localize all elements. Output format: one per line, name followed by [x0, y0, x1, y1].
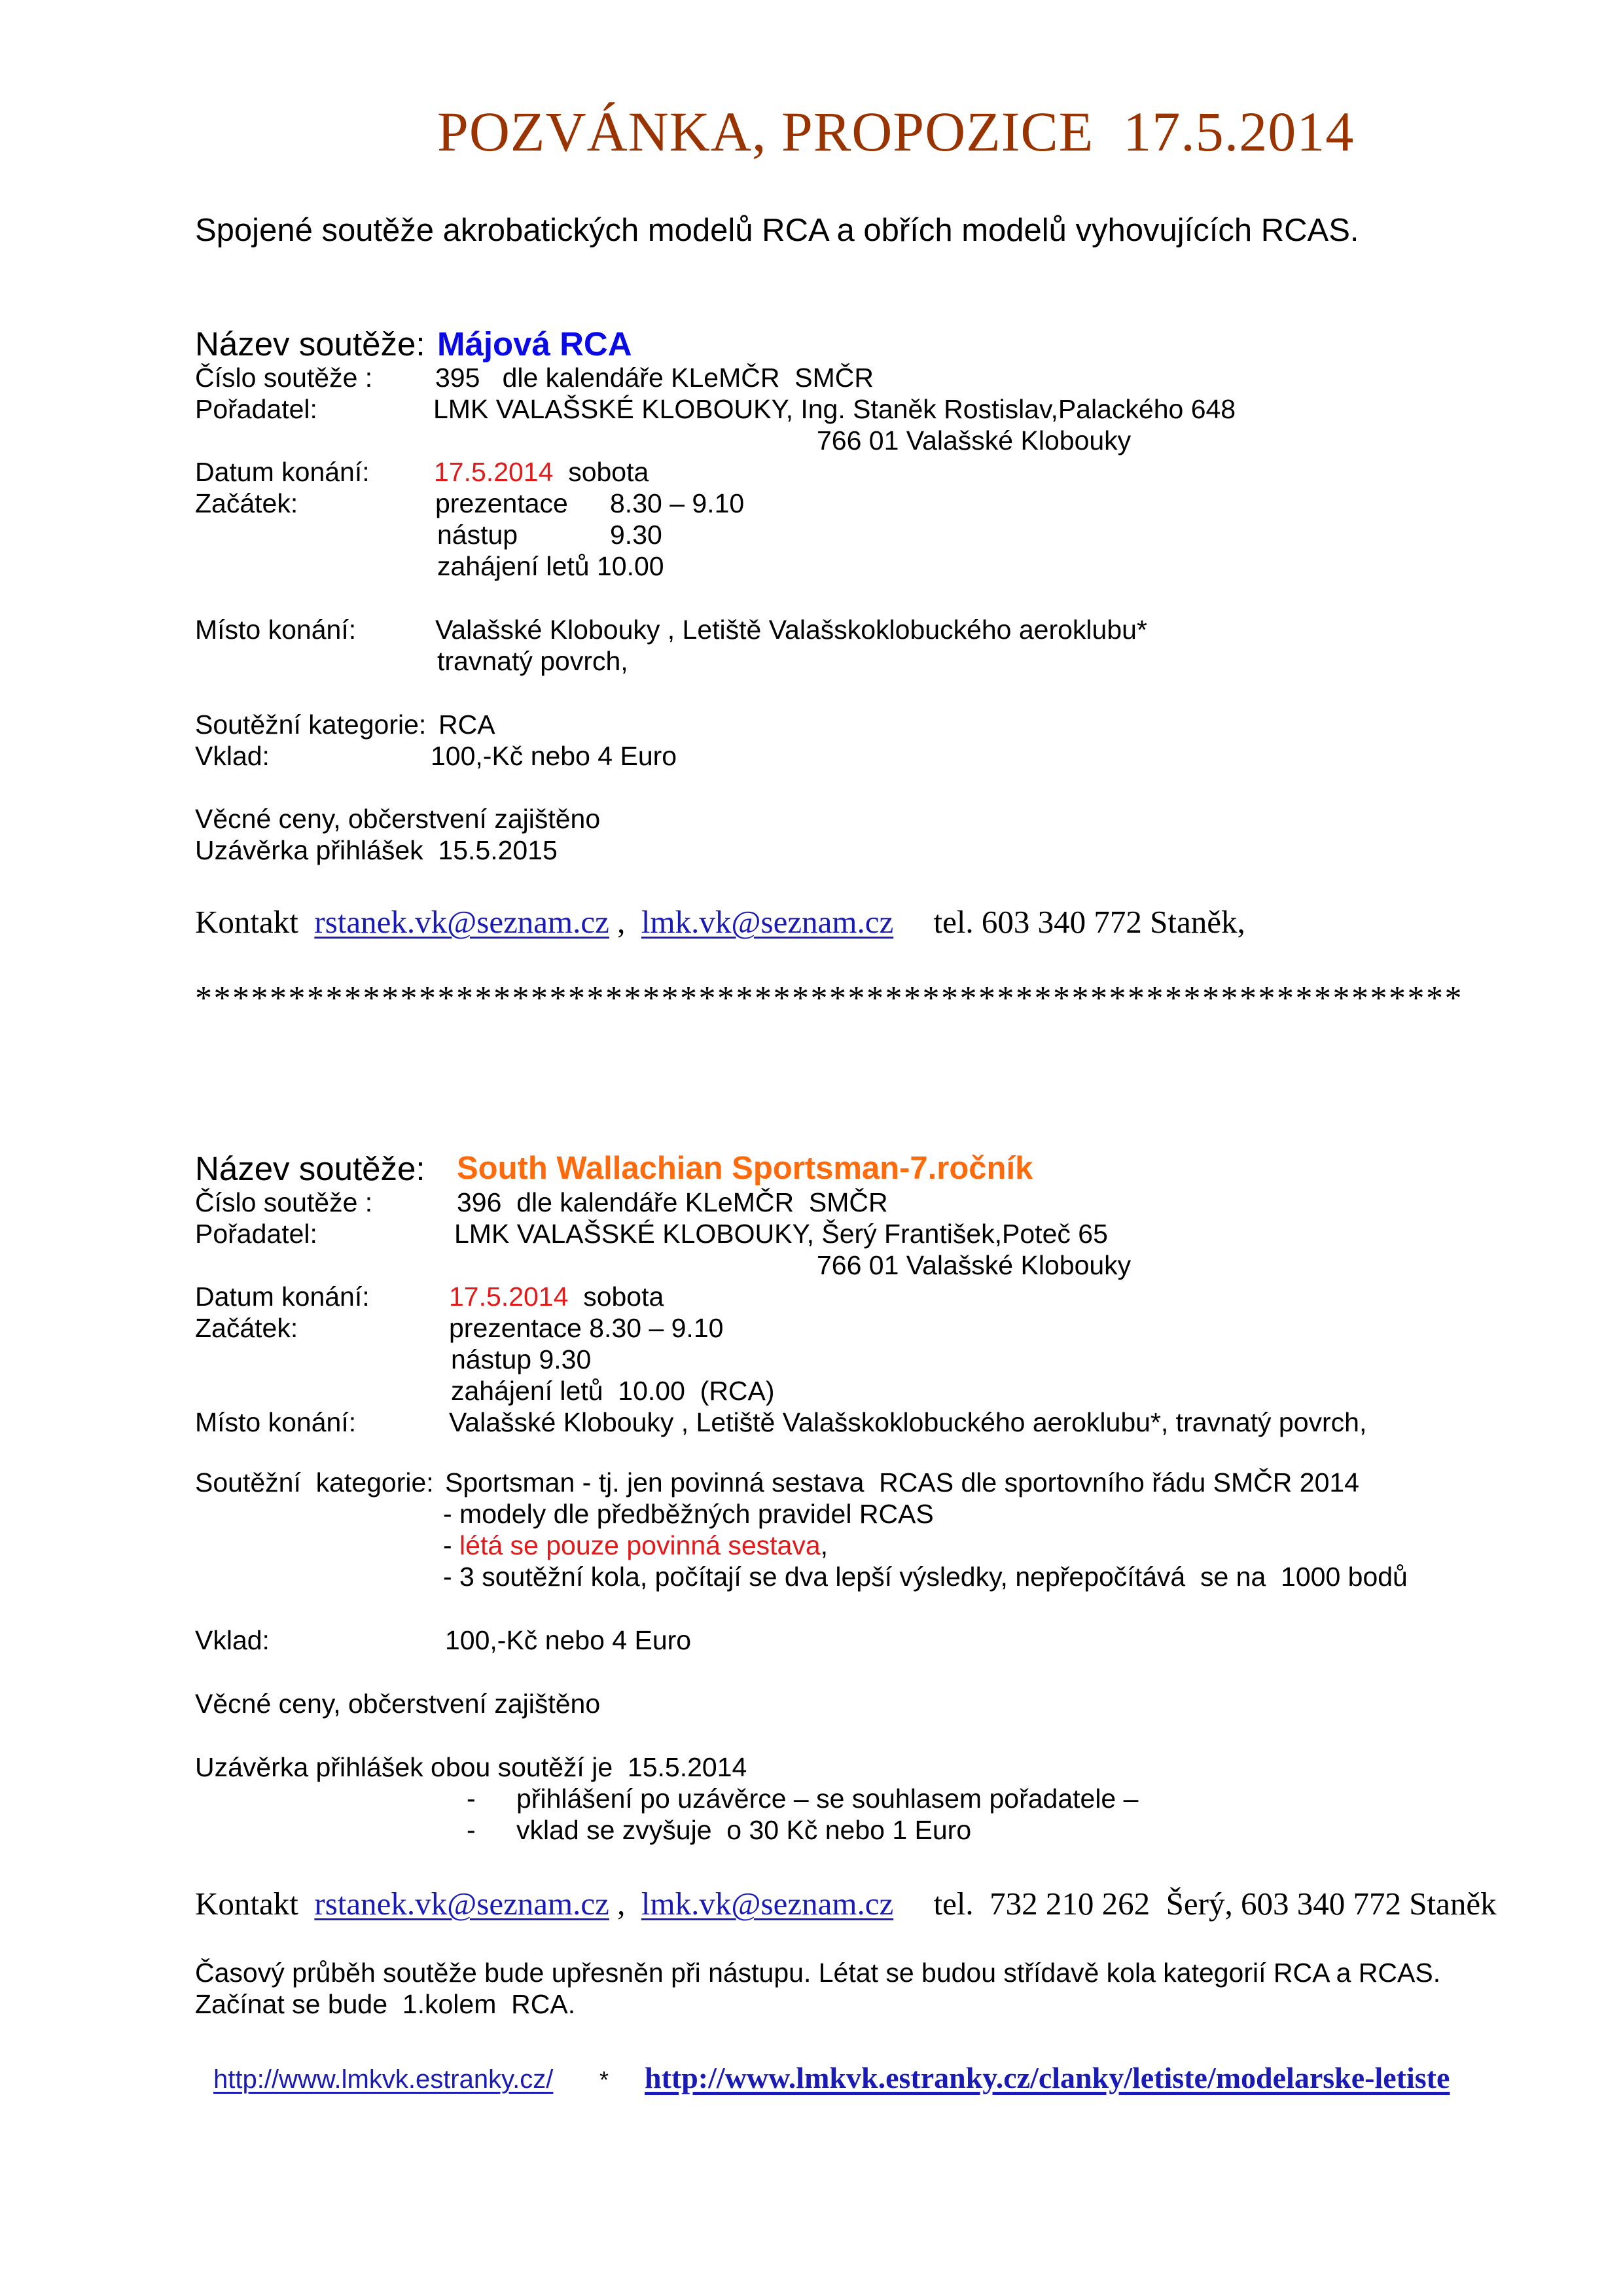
category: RCA: [438, 709, 495, 740]
category-label: Soutěžní kategorie:: [195, 1467, 434, 1498]
place-surface: travnatý povrch,: [437, 646, 628, 676]
contact-label: Kontakt: [195, 1886, 298, 1922]
schedule-time: 10.00: [597, 551, 664, 581]
competition-name-label: Název soutěže:: [195, 325, 425, 363]
place-label: Místo konání:: [195, 615, 357, 645]
contact-separator: ,: [617, 904, 626, 940]
organizer-city: 766 01 Valašské Klobouky: [817, 1250, 1132, 1280]
email-link[interactable]: lmk.vk@seznam.cz: [641, 1886, 894, 1922]
place: Valašské Klobouky , Letiště Valašskoklobuckého aeroklubu*: [435, 615, 1147, 645]
fee-label: Vklad:: [195, 741, 270, 771]
schedule-time: 9.30: [610, 520, 662, 550]
schedule-item: zahájení letů: [437, 551, 590, 581]
airfield-link[interactable]: http://www.lmkvk.estranky.cz/clanky/letiste/modelarske-letiste: [645, 2061, 1450, 2094]
organizer: LMK VALAŠSKÉ KLOBOUKY, Šerý František,Poteč 65: [454, 1219, 1108, 1249]
asterisk-divider: ********************************************************************: [195, 980, 1463, 1017]
category-note-bullet: -: [443, 1530, 460, 1560]
category-label: Soutěžní kategorie:: [195, 709, 427, 740]
phone: tel. 732 210 262 Šerý, 603 340 772 Staněk: [933, 1886, 1497, 1922]
deadline-note: vklad se zvyšuje o 30 Kč nebo 1 Euro: [516, 1815, 972, 1845]
category-note: - modely dle předběžných pravidel RCAS: [443, 1499, 934, 1529]
competition-name-label: Název soutěže:: [195, 1150, 425, 1187]
category: Sportsman - tj. jen povinná sestava RCAS dle sportovního řádu SMČR 2014: [445, 1467, 1359, 1498]
competition-name: Májová RCA: [437, 325, 632, 363]
deadline-note: přihlášení po uzávěrce – se souhlasem pořadatele –: [516, 1784, 1139, 1814]
date-label: Datum konání:: [195, 457, 370, 487]
organizer-label: Pořadatel:: [195, 394, 317, 424]
day: sobota: [568, 457, 649, 487]
competition-number-label: Číslo soutěže :: [195, 363, 373, 393]
date-value: [449, 1283, 664, 1310]
category-note-highlight: létá se pouze povinná sestava: [459, 1530, 821, 1560]
email-link[interactable]: lmk.vk@seznam.cz: [641, 904, 894, 940]
category-note: [443, 1532, 828, 1559]
start-label: Začátek:: [195, 488, 298, 518]
organizer-label: Pořadatel:: [195, 1219, 317, 1249]
date: 17.5.2014: [449, 1282, 569, 1312]
organizer-city: 766 01 Valašské Klobouky: [817, 425, 1132, 456]
email-link[interactable]: rstanek.vk@seznam.cz: [314, 904, 609, 940]
schedule-item: nástup: [437, 520, 518, 550]
place: Valašské Klobouky , Letiště Valašskoklobuckého aeroklubu*, travnatý povrch,: [449, 1407, 1367, 1437]
date: 17.5.2014: [434, 457, 554, 487]
prizes: Věcné ceny, občerstvení zajištěno: [195, 1689, 601, 1719]
registration-deadline: Uzávěrka přihlášek obou soutěží je 15.5.2014: [195, 1752, 747, 1782]
registration-deadline: Uzávěrka přihlášek 15.5.2015: [195, 835, 558, 865]
schedule-item: zahájení letů 10.00 (RCA): [451, 1376, 775, 1406]
category-note: - 3 soutěžní kola, počítají se dva lepší výsledky, nepřepočítává se na 1000 bodů: [443, 1562, 1408, 1592]
website-link[interactable]: http://www.lmkvk.estranky.cz/: [213, 2065, 554, 2094]
competition-number-label: Číslo soutěže :: [195, 1187, 373, 1217]
phone: tel. 603 340 772 Staněk,: [933, 904, 1245, 940]
schedule-item: nástup 9.30: [451, 1344, 592, 1374]
deadline-bullet: -: [467, 1815, 476, 1845]
date-label: Datum konání:: [195, 1282, 370, 1312]
category-note-suffix: ,: [820, 1530, 829, 1560]
email-link[interactable]: rstanek.vk@seznam.cz: [314, 1886, 609, 1922]
prizes: Věcné ceny, občerstvení zajištěno: [195, 804, 601, 834]
deadline-bullet: -: [467, 1784, 476, 1814]
contact-label: Kontakt: [195, 904, 298, 940]
start-label: Začátek:: [195, 1313, 298, 1343]
competition-name: South Wallachian Sportsman-7.ročník: [457, 1151, 1033, 1186]
day: sobota: [583, 1282, 664, 1312]
url-separator: *: [599, 2066, 609, 2093]
date-value: [434, 459, 649, 486]
contact-line: [195, 1888, 1497, 1920]
page-subtitle: Spojené soutěže akrobatických modelů RCA a obřích modelů vyhovujících RCAS.: [195, 213, 1359, 248]
schedule-note: Časový průběh soutěže bude upřesněn při nástupu. Létat se budou střídavě kola kategorií RCA a RCAS.: [195, 1958, 1441, 1988]
place-label: Místo konání:: [195, 1407, 357, 1437]
competition-number: 396 dle kalendáře KLeMČR SMČR: [457, 1187, 888, 1217]
fee-label: Vklad:: [195, 1625, 270, 1655]
schedule-time: 8.30 – 9.10: [610, 488, 745, 518]
fee: 100,-Kč nebo 4 Euro: [431, 741, 677, 771]
fee: 100,-Kč nebo 4 Euro: [445, 1625, 692, 1655]
page-title: POZVÁNKA, PROPOZICE 17.5.2014: [437, 100, 1355, 163]
competition-number: 395 dle kalendáře KLeMČR SMČR: [435, 363, 874, 393]
schedule-item: prezentace: [435, 488, 568, 518]
organizer: LMK VALAŠSKÉ KLOBOUKY, Ing. Staněk Rostislav,Palackého 648: [433, 394, 1236, 424]
contact-line: [195, 906, 1245, 938]
schedule-note: Začínat se bude 1.kolem RCA.: [195, 1989, 576, 2019]
schedule-item: prezentace 8.30 – 9.10: [449, 1313, 724, 1343]
contact-separator: ,: [617, 1886, 626, 1922]
